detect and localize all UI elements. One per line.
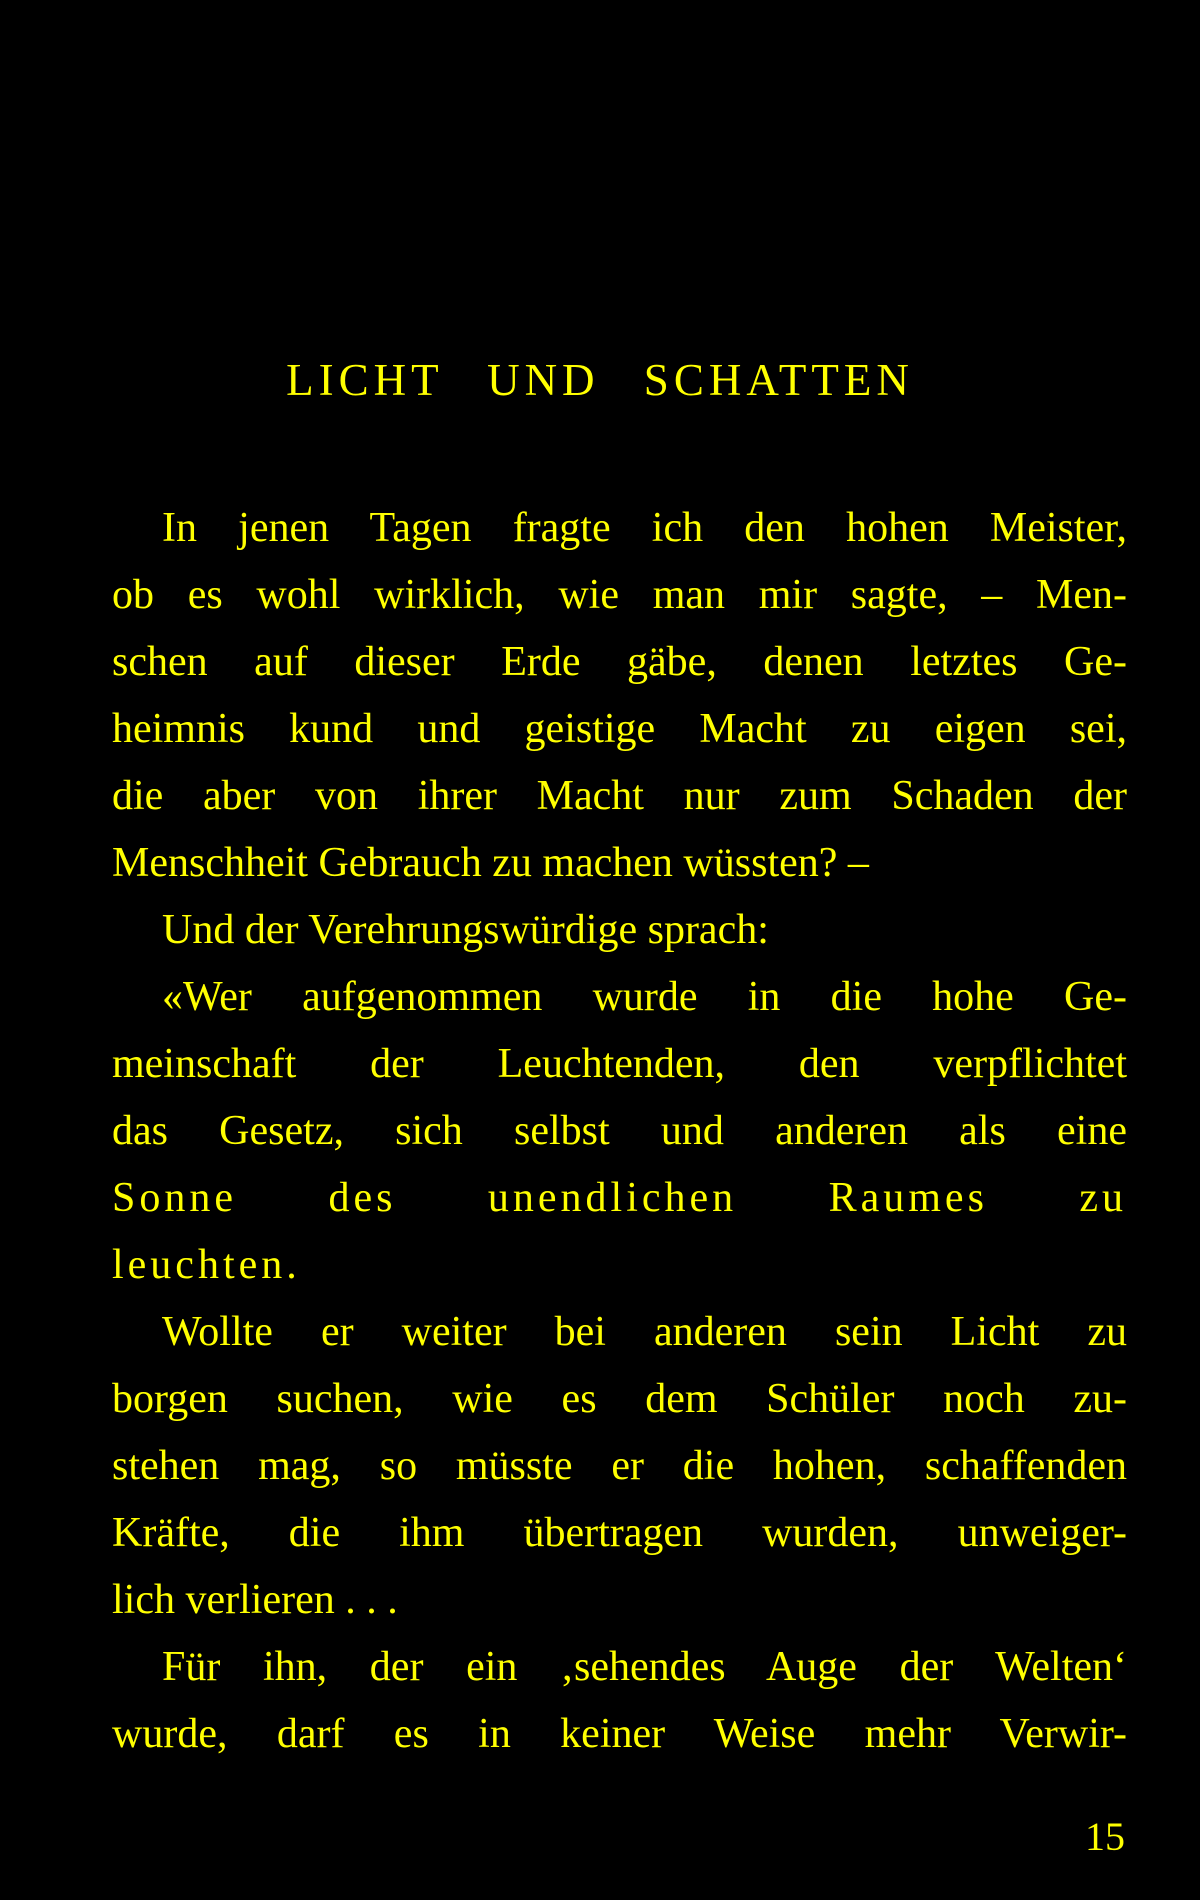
text-line: schen auf dieser Erde gäbe, denen letztes Ge-: [112, 639, 1127, 685]
text-line: Und der Verehrungswürdige sprach:: [162, 907, 769, 953]
text-line: Für ihn, der ein ‚sehendes Auge der Welten‘: [162, 1644, 1127, 1690]
text-line: Wollte er weiter bei anderen sein Licht zu: [162, 1309, 1127, 1355]
text-line: Kräfte, die ihm übertragen wurden, unweiger-: [112, 1510, 1127, 1556]
text-line: die aber von ihrer Macht nur zum Schaden der: [112, 773, 1127, 819]
text-line: ob es wohl wirklich, wie man mir sagte, – Men-: [112, 572, 1127, 618]
chapter-title: LICHT UND SCHATTEN: [286, 355, 914, 405]
text-line: meinschaft der Leuchtenden, den verpflichtet: [112, 1041, 1127, 1087]
text-line: lich verlieren . . .: [112, 1577, 398, 1623]
text-line: das Gesetz, sich selbst und anderen als eine: [112, 1108, 1127, 1154]
text-line: borgen suchen, wie es dem Schüler noch zu-: [112, 1376, 1127, 1422]
text-line: wurde, darf es in keiner Weise mehr Verwir-: [112, 1711, 1127, 1757]
text-line: stehen mag, so müsste er die hohen, schaffenden: [112, 1443, 1127, 1489]
text-line: Sonne des unendlichen Raumes zu: [112, 1175, 1127, 1221]
text-line: leuchten.: [112, 1242, 301, 1288]
body-text: [112, 495, 1127, 1768]
text-line: «Wer aufgenommen wurde in die hohe Ge-: [162, 974, 1127, 1020]
page-number: 15: [1085, 1814, 1125, 1859]
text-line: Menschheit Gebrauch zu machen wüssten? –: [112, 840, 869, 886]
text-line: In jenen Tagen fragte ich den hohen Meister,: [162, 505, 1127, 551]
text-line: heimnis kund und geistige Macht zu eigen sei,: [112, 706, 1127, 752]
